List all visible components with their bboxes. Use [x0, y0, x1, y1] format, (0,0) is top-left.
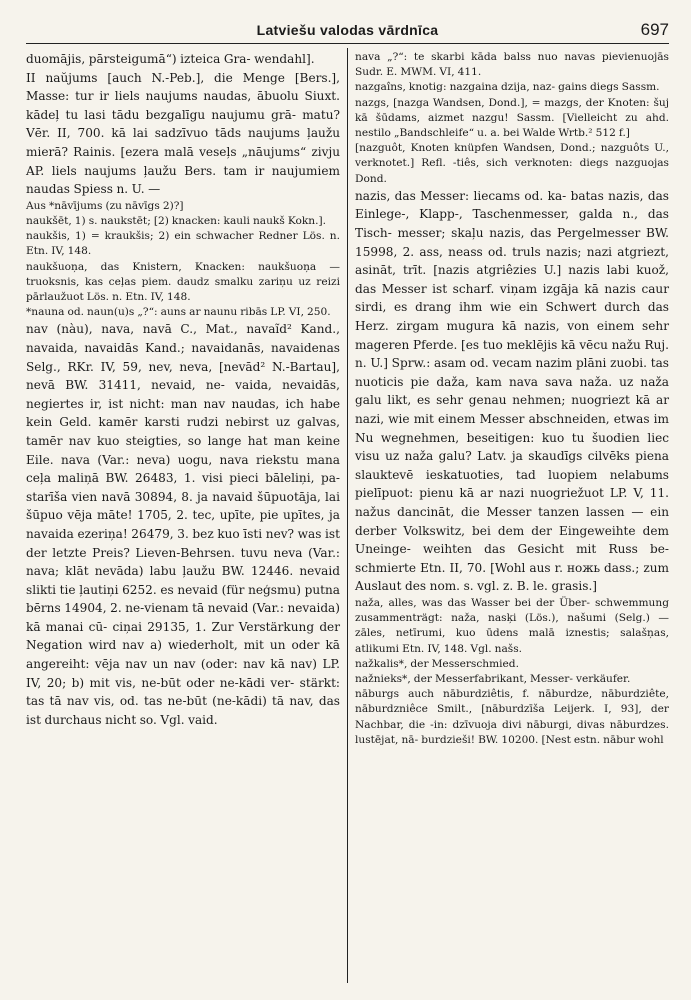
- entry: nazgaîns, knotig: nazgaina dzija, naz- gains diegs Sassm.: [355, 81, 660, 94]
- right-column: [355, 50, 669, 748]
- entry: duomājis, pārsteigumā“) izteica Gra- wendahl].: [26, 52, 315, 66]
- page-header: [26, 20, 669, 42]
- entry: nav (nàu), nava, navā C., Mat., navaĩd² Kand., navaida, navaidās Kand.; navaidanās, navaidenas Selg., RKr. IV, 59, nev, neva, [nevād² N.-Bartau], nevā BW. 31411, nevaid, ne- vaida, nevaidās, negiertes ir, ist nicht: man nav naudas, ich habe kein Geld. kamēr karsti rudzi nebirst uz galvas, tamēr nav kuo steigties, so lange hat man keine Eile. nava (Var.: neva) uogu, nava riekstu mana ceļa maliņā BW. 26483, 1. visi pieci bāleliņi, pa- starīša vien navā 30894, 8. ja navaid šūpuotāja, lai šūpuo vēja māte! 1705, 2. tec, upīte, pie upītes, ja navaida ezeriņa! 26479, 3. bez kuo īsti nev? was ist der letzte Preis? Lieven-Behrsen. tuvu neva (Var.: nava; klāt nevāda) labu ļaužu BW. 12446. nevaid slikti tie ļautiņi 6252. es nevaid (für neģsmu) putna bērns 14904, 2. ne-vienam tā nevaid (Var.: nevaida) kā manai cū- ciņai 29135, 1. Zur Verstärkung der Negation wird nav a) wiederholt, mit un oder kā angereiht: vēja nav un nav (oder: nav kā nav) LP. IV, 20; b) mit vis, ne-būt oder ne-kādi ver- stärkt: tas tā nav vis, od. tas ne-būt (ne-kādi) tā nav, das ist durchaus nicht so. Vgl. vaid.: [26, 322, 340, 727]
- entry: [nazguôt, Knoten knüpfen Wandsen, Dond.; nazguôts U., verknotet.] Refl. -tiês, sich verknoten: diegs nazguojas Dond.: [355, 142, 669, 185]
- entry: naukšēt, 1) s. naukstēt; [2) knacken: kauli naukš Kokn.].: [26, 214, 326, 227]
- entry: nava „?“: te skarbi kāda balss nuo navas pievienuojās Sudr. E. MWM. VI, 411.: [355, 51, 669, 79]
- entry: nazis, das Messer: liecams od. ka- batas nazis, das Einlege-, Klapp-, Taschenmesser, galda n., das Tisch- messer; skaļu nazis, das Pergelmesser BW. 15998, 2. ass, neass od. truls nazis; nazi atgriezt, asināt, trīt. [nazis atgriêzies U.] nazis labi kuož, das Messer ist scharf. viņam izgāja kā nazis caur sirdi, es drang ihm wie ein Schwert durch das Herz. zirgam mugura kā nazis, von einem sehr mageren Pferde. [es tuo meklējis kā vēcu nažu Ruj. n. U.] Sprw.: asam od. vecam nazim plāni zuobi. tas nuoticis pie daža, kam nava sava naža. uz naža galu likt, es sehr genau nehmen; nuogriezt kā ar nazi, wie mit einem Messer abschneiden, etwas im Nu wegnehmen, beseitigen: kuo tu šuodien liec visu uz naža galu? Latv. ja skaudīgs cilvēks piena slauktevē ieskatuoties, tad luopiem nelabums pielīpuot: pienu kā ar nazi nuogriežuot LP. V, 11. nažus dancināt, die Messer tanzen lassen — ein derber Volkswitz, bei dem der Eingeweihte dem Uneinge- weihten das Gesicht mit Russ be- schmierte Etn. II, 70. [Wohl aus r. ножь dass.; zum Auslaut des nom. s. vgl. z. B. le. grasis.]: [355, 188, 669, 594]
- header-rule: [26, 43, 669, 44]
- entry: II naŭjums [auch N.-Peb.], die Menge [Bers.], Masse: tur ir liels naujums naudas, ābuolu Siuxt. kādeļ tu lasi tādu bezgalīgu naujumu grā- matu? Vēr. II, 700. kā lai sadzīvuo tāds naujums ļaužu mierā? Rainis. [ezera malā veseļs „nāujums“ zivju AP. liels naujums ļaužu Bers. tam ir naujumiem naudas Spiess n. U. —: [26, 70, 340, 197]
- column-divider: [347, 48, 348, 983]
- entry: naukšuoņa, das Knistern, Knacken: naukšuoņa — truoksnis, kas ceļas piem. daudz smalku zariņu uz reizi pārlaužuot Lös. n. Etn. IV, 148.: [26, 260, 340, 303]
- entry: nazgs, [nazga Wandsen, Dond.], = mazgs, der Knoten: šuj kā šūdams, aizmet nazgu! Sassm. [Vielleicht zu ahd. nestilo „Bandschleife“ u. a. bei Walde Wrtb.² 512 f.]: [355, 96, 669, 140]
- entry: naža, alles, was das Wasser bei der Über- schwemmung zusammenträgt: naža, nasķi (Lös.), našumi (Selg.) — zāles, netīrumi, kuo ūdens malā iznestis; salašņas, atlikumi Etn. IV, 148. Vgl. našs.: [355, 596, 669, 655]
- page-number: 697: [640, 20, 669, 39]
- left-column: [26, 50, 340, 729]
- entry: nažnieks*, der Messerfabrikant, Messer- verkäufer.: [355, 672, 631, 685]
- entry-note: Aus *nāvījums (zu nāvīgs 2)?]: [26, 199, 184, 212]
- entry: *nauna od. naun(u)s „?“: auns ar naunu ribās LP. VI, 250.: [26, 306, 331, 319]
- entry: naukšis, 1) = kraukšis; 2) ein schwacher Redner Lös. n. Etn. IV, 148.: [26, 230, 340, 258]
- entry: nažkalis*, der Messerschmied.: [355, 657, 519, 670]
- entry: nāburgs auch nāburdziêtis, f. nāburdze, nāburdziête, nāburdzniêce Smilt., [nāburdzīša Leijerk. I, 93], der Nachbar, die -in: dzīvuoja divi nāburgi, divas nāburdzes. lustējat, nā- burdzieši! BW. 10200. [Nest estn. nābur wohl: [355, 688, 669, 746]
- running-title: Latviešu valodas vārdnīca: [256, 22, 439, 38]
